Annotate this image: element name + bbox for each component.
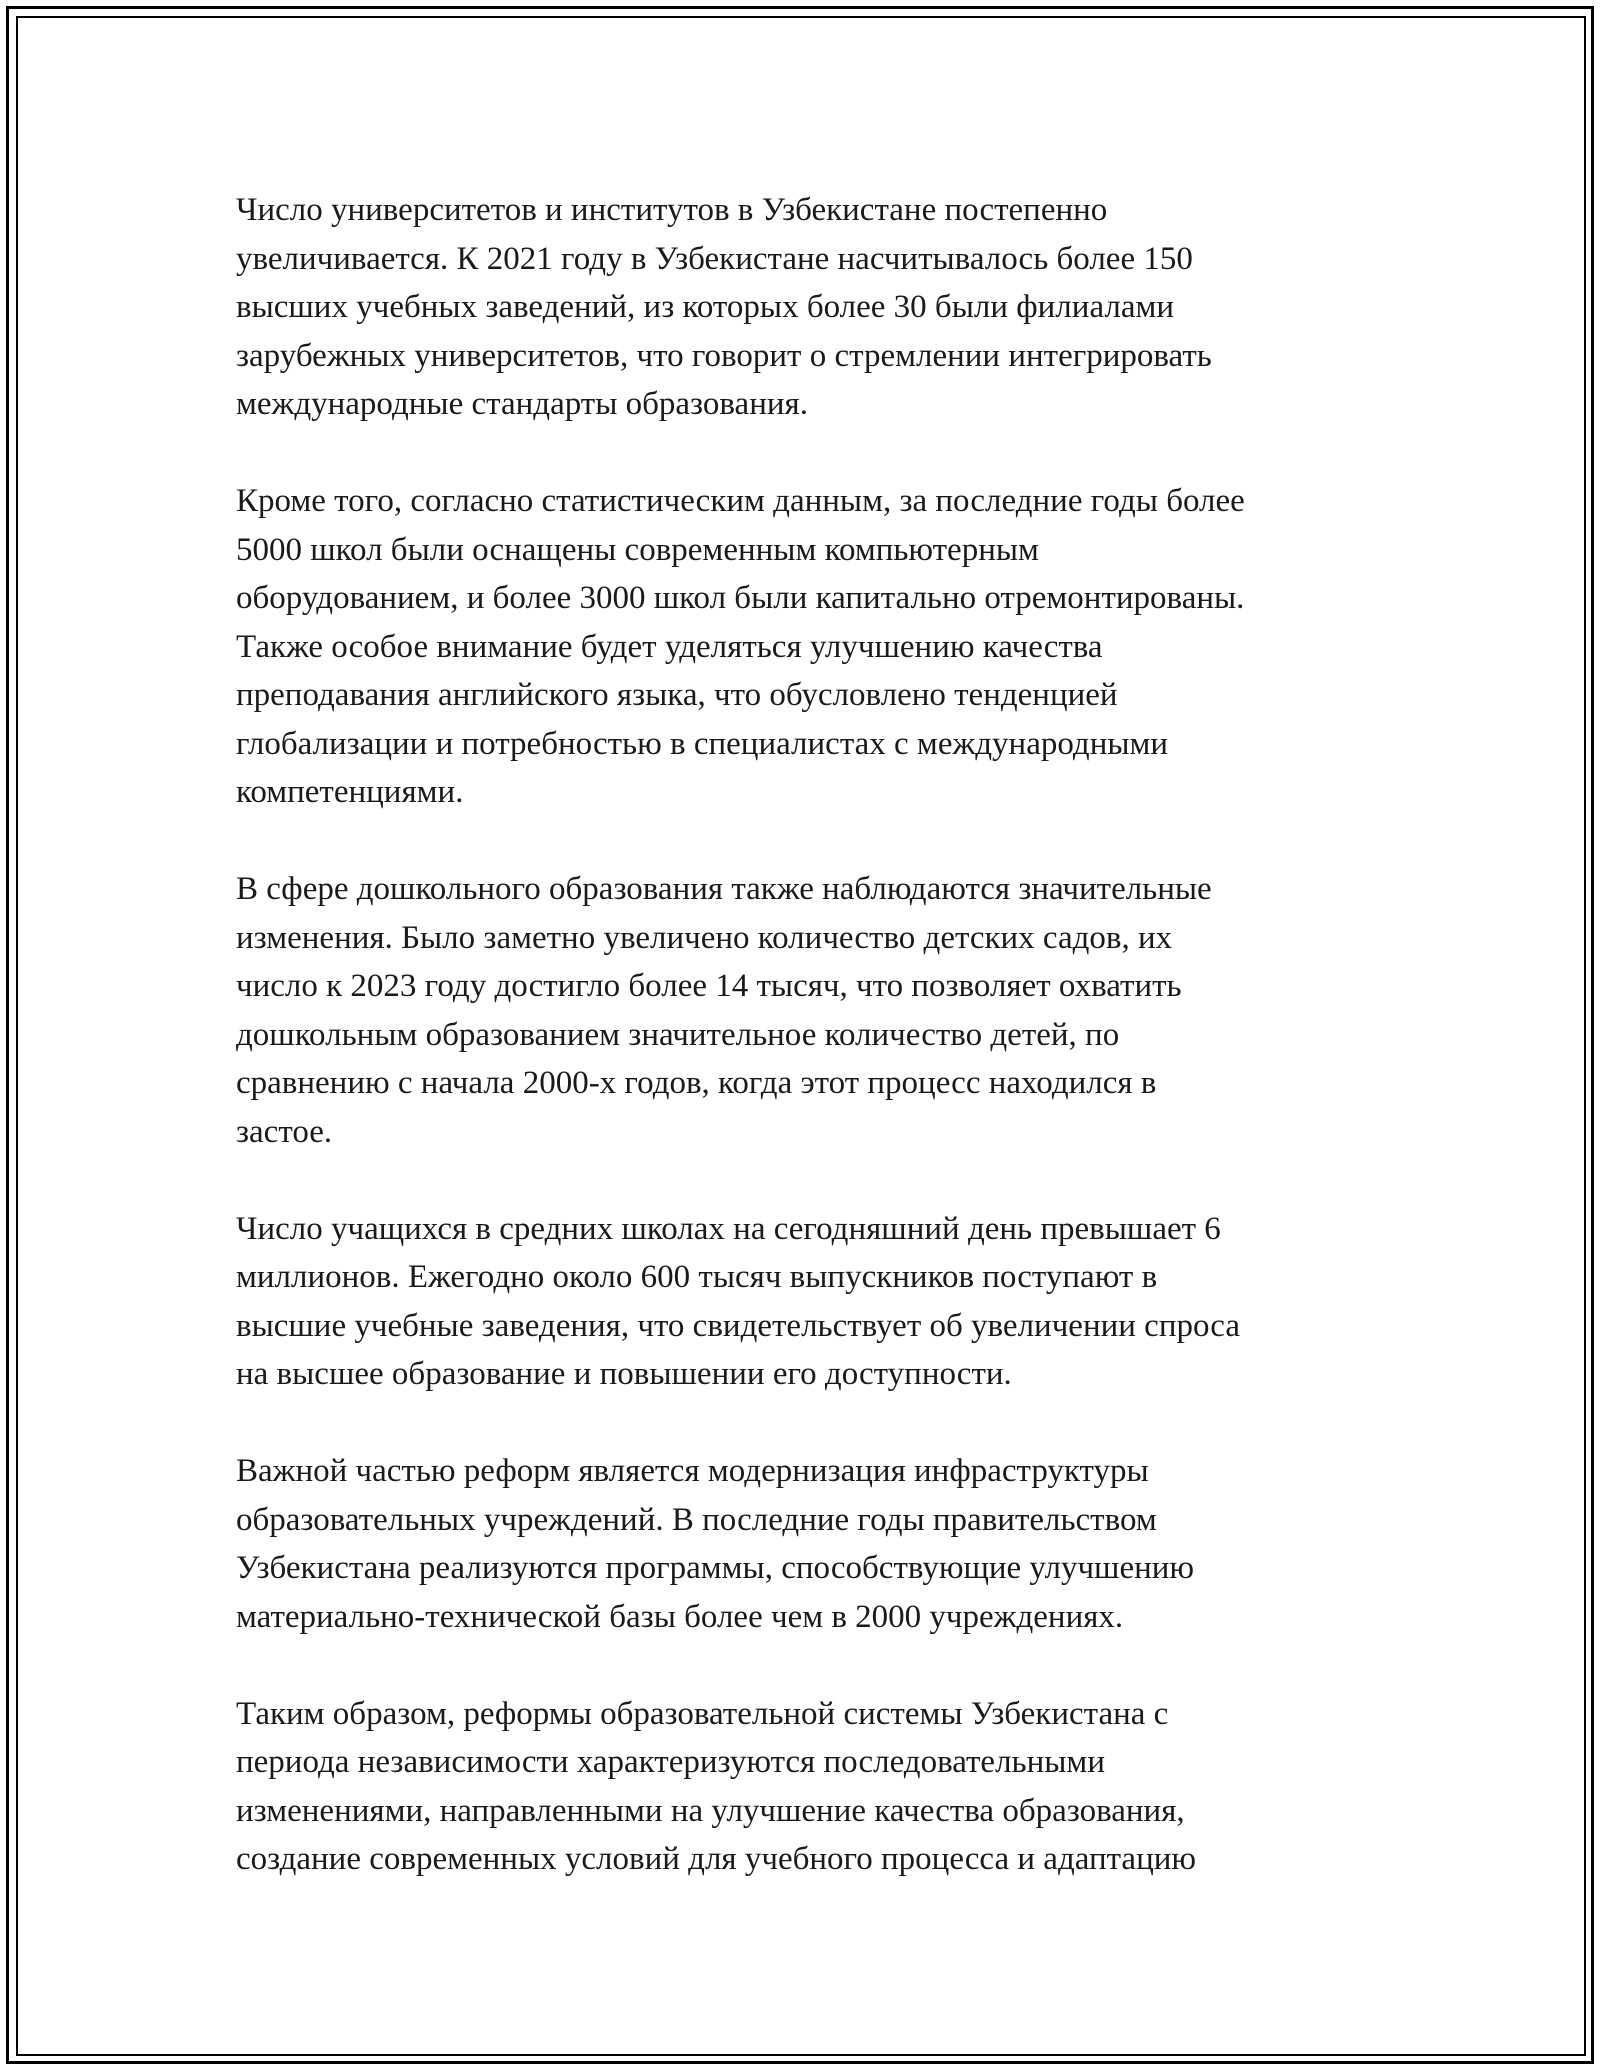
paragraph-students	[236, 1205, 1396, 1399]
text-line: образовательных учреждений. В последние годы правительством	[236, 1501, 1157, 1538]
text-line: материально-технической базы более чем в 2000 учреждениях.	[236, 1598, 1124, 1635]
text-line: периода независимости характеризуются последовательными	[236, 1744, 1105, 1780]
text-line: миллионов. Ежегодно около 600 тысяч выпускников поступают в	[236, 1259, 1158, 1295]
paragraph-preschool	[236, 865, 1396, 1156]
text-line: преподавания английского языка, что обусловлено тенденцией	[236, 677, 1118, 713]
paragraph-infrastructure	[236, 1447, 1396, 1641]
text-line: Кроме того, согласно статистическим данным, за последние годы более	[236, 483, 1245, 519]
document-body	[236, 186, 1396, 1932]
text-line: увеличивается. К 2021 году в Узбекистане насчитывалось более 150	[236, 240, 1193, 277]
text-line: В сфере дошкольного образования также наблюдаются значительные	[236, 871, 1212, 907]
text-line: Таким образом, реформы образовательной системы Узбекистана с	[236, 1695, 1169, 1732]
text-line: 5000 школ были оснащены современным компьютерным	[236, 531, 1039, 568]
text-line: изменениями, направленными на улучшение качества образования,	[236, 1792, 1185, 1829]
text-line: на высшее образование и повышении его доступности.	[236, 1356, 1012, 1392]
paragraph-conclusion	[236, 1690, 1396, 1884]
text-line: сравнению с начала 2000-х годов, когда этот процесс находился в	[236, 1065, 1157, 1101]
text-line: изменения. Было заметно увеличено количество детских садов, их	[236, 919, 1173, 956]
text-line: Важной частью реформ является модернизация инфраструктуры	[236, 1453, 1149, 1489]
text-line: Число университетов и институтов в Узбекистане постепенно	[236, 192, 1108, 228]
text-line: Число учащихся в средних школах на сегодняшний день превышает 6	[236, 1210, 1221, 1247]
text-line: оборудованием, и более 3000 школ были капитально отремонтированы.	[236, 580, 1245, 616]
paragraph-schools	[236, 477, 1396, 817]
text-line: зарубежных университетов, что говорит о стремлении интегрировать	[236, 337, 1212, 374]
text-line: глобализации и потребностью в специалистах с международными	[236, 725, 1169, 762]
text-line: Также особое внимание будет уделяться улучшению качества	[236, 628, 1103, 665]
text-line: Узбекистана реализуются программы, способствующие улучшению	[236, 1550, 1195, 1586]
text-line: дошкольным образованием значительное количество детей, по	[236, 1016, 1120, 1053]
text-line: международные стандарты образования.	[236, 386, 808, 422]
text-line: высшие учебные заведения, что свидетельствует об увеличении спроса	[236, 1307, 1241, 1344]
text-line: число к 2023 году достигло более 14 тысяч, что позволяет охватить	[236, 968, 1182, 1004]
paragraph-universities	[236, 186, 1396, 429]
text-line: компетенциями.	[236, 774, 464, 810]
text-line: застое.	[236, 1113, 333, 1150]
text-line: создание современных условий для учебного процесса и адаптацию	[236, 1841, 1197, 1877]
text-line: высших учебных заведений, из которых более 30 были филиалами	[236, 289, 1175, 325]
